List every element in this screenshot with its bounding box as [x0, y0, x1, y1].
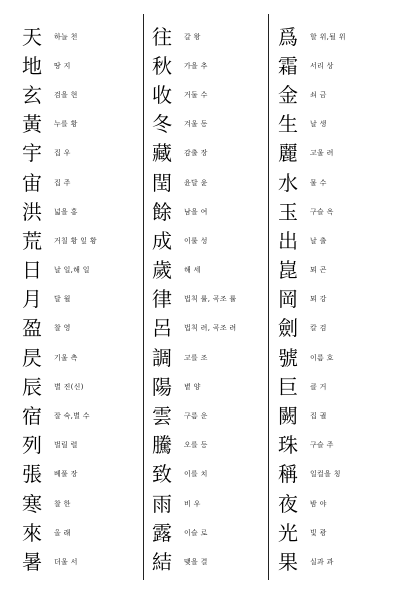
hanja-character: 稱	[278, 462, 298, 487]
korean-reading: 구름 운	[184, 412, 208, 421]
hanja-character: 果	[278, 549, 298, 574]
vocab-entry	[278, 139, 400, 168]
korean-reading: 서리 상	[310, 61, 334, 70]
hanja-character: 餘	[152, 199, 172, 224]
korean-reading: 고울 려	[310, 149, 334, 158]
korean-reading: 검을 현	[54, 90, 78, 99]
korean-reading: 밤 야	[310, 499, 327, 508]
hanja-character: 金	[278, 82, 298, 107]
hanja-character: 律	[152, 287, 172, 312]
korean-reading: 맺을 결	[184, 557, 208, 566]
column-3	[278, 22, 400, 577]
column-divider-1	[143, 14, 144, 580]
korean-reading: 윤달 윤	[184, 178, 208, 187]
hanja-character: 宇	[22, 141, 42, 166]
korean-reading: 이름 호	[310, 353, 334, 362]
vocab-entry	[22, 139, 150, 168]
hanja-character: 洪	[22, 199, 42, 224]
hanja-character: 來	[22, 520, 42, 545]
vocab-entry	[152, 460, 280, 489]
vocab-entry	[22, 256, 150, 285]
hanja-character: 珠	[278, 433, 298, 458]
vocab-entry	[22, 460, 150, 489]
korean-reading: 날 출	[310, 236, 327, 245]
vocab-entry	[22, 285, 150, 314]
vocab-entry	[22, 314, 150, 343]
vocab-entry	[152, 22, 280, 51]
korean-reading: 거둘 수	[184, 90, 208, 99]
vocab-entry	[22, 80, 150, 109]
korean-reading: 집 우	[54, 149, 71, 158]
vocab-entry	[22, 110, 150, 139]
hanja-character: 收	[152, 82, 172, 107]
hanja-character: 地	[22, 53, 42, 78]
korean-reading: 할 위,될 위	[310, 32, 346, 41]
korean-reading: 법칙 려, 곡조 려	[184, 324, 237, 333]
hanja-character: 雨	[152, 491, 172, 516]
hanja-character: 露	[152, 520, 172, 545]
vocab-entry	[152, 431, 280, 460]
vocab-entry	[22, 401, 150, 430]
hanja-character: 岡	[278, 287, 298, 312]
hanja-character: 黃	[22, 112, 42, 137]
hanja-character: 日	[22, 258, 42, 283]
korean-reading: 갈 왕	[184, 32, 201, 41]
hanja-character: 光	[278, 520, 298, 545]
hanja-character: 列	[22, 433, 42, 458]
vocab-entry	[152, 51, 280, 80]
vocab-entry	[152, 343, 280, 372]
vocab-entry	[152, 168, 280, 197]
vocab-entry	[22, 489, 150, 518]
korean-reading: 법칙 률, 곡조 률	[184, 295, 237, 304]
vocab-entry	[152, 197, 280, 226]
vocab-entry	[22, 226, 150, 255]
hanja-character: 昃	[22, 345, 42, 370]
vocab-entry	[22, 343, 150, 372]
korean-reading: 찰 한	[54, 499, 71, 508]
vocab-entry	[152, 80, 280, 109]
korean-reading: 집 궐	[310, 412, 327, 421]
hanja-character: 生	[278, 112, 298, 137]
hanja-character: 調	[152, 345, 172, 370]
korean-reading: 이를 치	[184, 470, 208, 479]
korean-reading: 넓을 홍	[54, 207, 78, 216]
korean-reading: 잘 숙,별 수	[54, 412, 90, 421]
korean-reading: 해 세	[184, 266, 201, 275]
korean-reading: 땅 지	[54, 61, 71, 70]
hanja-character: 玄	[22, 82, 42, 107]
vocab-entry	[152, 372, 280, 401]
vocab-entry	[152, 547, 280, 576]
hanja-character: 闕	[278, 404, 298, 429]
korean-reading: 집 주	[54, 178, 71, 187]
vocab-entry	[152, 285, 280, 314]
korean-reading: 쇠 금	[310, 90, 327, 99]
hanja-character: 崑	[278, 258, 298, 283]
vocab-entry	[278, 431, 400, 460]
vocab-entry	[22, 372, 150, 401]
vocab-entry	[22, 51, 150, 80]
vocab-entry	[152, 226, 280, 255]
hanja-character: 月	[22, 287, 42, 312]
vocab-entry	[278, 547, 400, 576]
korean-reading: 남을 여	[184, 207, 208, 216]
hanja-character: 劍	[278, 316, 298, 341]
korean-reading: 뫼 강	[310, 295, 327, 304]
hanja-character: 宙	[22, 170, 42, 195]
korean-reading: 볕 양	[184, 382, 201, 391]
vocab-entry	[278, 343, 400, 372]
vocab-entry	[152, 314, 280, 343]
korean-reading: 고를 조	[184, 353, 208, 362]
korean-reading: 기울 측	[54, 353, 78, 362]
vocab-entry	[22, 22, 150, 51]
vocab-entry	[278, 256, 400, 285]
vocab-entry	[278, 226, 400, 255]
vocab-entry	[278, 489, 400, 518]
hanja-character: 荒	[22, 228, 42, 253]
hanja-character: 出	[278, 228, 298, 253]
column-1	[22, 22, 150, 577]
hanja-character: 結	[152, 549, 172, 574]
korean-reading: 찰 영	[54, 324, 71, 333]
vocab-entry	[152, 139, 280, 168]
vocab-entry	[152, 256, 280, 285]
vocab-entry	[278, 285, 400, 314]
hanja-character: 冬	[152, 112, 172, 137]
korean-reading: 거칠 황 잎 황	[54, 236, 97, 245]
korean-reading: 올 래	[54, 528, 71, 537]
vocab-entry	[22, 431, 150, 460]
korean-reading: 빛 광	[310, 528, 327, 537]
korean-reading: 감출 장	[184, 149, 208, 158]
column-2	[152, 22, 280, 577]
korean-reading: 이룰 성	[184, 236, 208, 245]
vocab-entry	[152, 518, 280, 547]
korean-reading: 칼 검	[310, 324, 327, 333]
korean-reading: 날 생	[310, 120, 327, 129]
hanja-character: 雲	[152, 404, 172, 429]
hanja-character: 玉	[278, 199, 298, 224]
hanja-character: 霜	[278, 53, 298, 78]
vocab-entry	[278, 372, 400, 401]
korean-reading: 클 거	[310, 382, 327, 391]
vocab-entry	[22, 197, 150, 226]
korean-reading: 하늘 천	[54, 32, 78, 41]
hanja-character: 寒	[22, 491, 42, 516]
vocab-entry	[278, 460, 400, 489]
hanja-character: 藏	[152, 141, 172, 166]
vocab-entry	[278, 22, 400, 51]
hanja-character: 天	[22, 24, 42, 49]
korean-reading: 뫼 곤	[310, 266, 327, 275]
hanja-character: 秋	[152, 53, 172, 78]
vocab-entry	[278, 197, 400, 226]
vocab-entry	[152, 489, 280, 518]
korean-reading: 실과 과	[310, 557, 334, 566]
korean-reading: 날 일,해 일	[54, 266, 90, 275]
vocab-entry	[22, 518, 150, 547]
korean-reading: 벌릴 렬	[54, 441, 78, 450]
korean-reading: 물 수	[310, 178, 327, 187]
hanja-character: 巨	[278, 374, 298, 399]
hanja-character: 暑	[22, 549, 42, 574]
hanja-character: 辰	[22, 374, 42, 399]
korean-reading: 달 월	[54, 295, 71, 304]
vocab-entry	[22, 168, 150, 197]
hanja-character: 呂	[152, 316, 172, 341]
vocab-entry	[278, 401, 400, 430]
hanja-character: 水	[278, 170, 298, 195]
vocab-entry	[152, 401, 280, 430]
hanja-character: 致	[152, 462, 172, 487]
korean-reading: 베풀 장	[54, 470, 78, 479]
korean-reading: 이슬 로	[184, 528, 208, 537]
vocab-entry	[278, 110, 400, 139]
hanja-character: 往	[152, 24, 172, 49]
hanja-character: 陽	[152, 374, 172, 399]
korean-reading: 겨울 동	[184, 120, 208, 129]
hanja-character: 宿	[22, 404, 42, 429]
korean-reading: 비 우	[184, 499, 201, 508]
vocab-entry	[278, 518, 400, 547]
vocab-entry	[152, 110, 280, 139]
hanja-character: 騰	[152, 433, 172, 458]
vocab-entry	[278, 51, 400, 80]
hanja-character: 麗	[278, 141, 298, 166]
hanja-character: 爲	[278, 24, 298, 49]
korean-reading: 별 진(신)	[54, 382, 84, 391]
korean-reading: 구슬 옥	[310, 207, 334, 216]
korean-reading: 더울 서	[54, 557, 78, 566]
hanja-character: 成	[152, 228, 172, 253]
hanja-character: 張	[22, 462, 42, 487]
hanja-character: 號	[278, 345, 298, 370]
hanja-character: 閏	[152, 170, 172, 195]
hanja-character: 歲	[152, 258, 172, 283]
vocab-entry	[278, 168, 400, 197]
korean-reading: 오를 등	[184, 441, 208, 450]
korean-reading: 일컬을 칭	[310, 470, 341, 479]
hanja-character: 盈	[22, 316, 42, 341]
hanja-character: 夜	[278, 491, 298, 516]
korean-reading: 구슬 주	[310, 441, 334, 450]
vocab-entry	[22, 547, 150, 576]
column-divider-2	[268, 14, 269, 580]
vocab-entry	[278, 80, 400, 109]
vocab-entry	[278, 314, 400, 343]
korean-reading: 가을 추	[184, 61, 208, 70]
korean-reading: 누를 황	[54, 120, 78, 129]
